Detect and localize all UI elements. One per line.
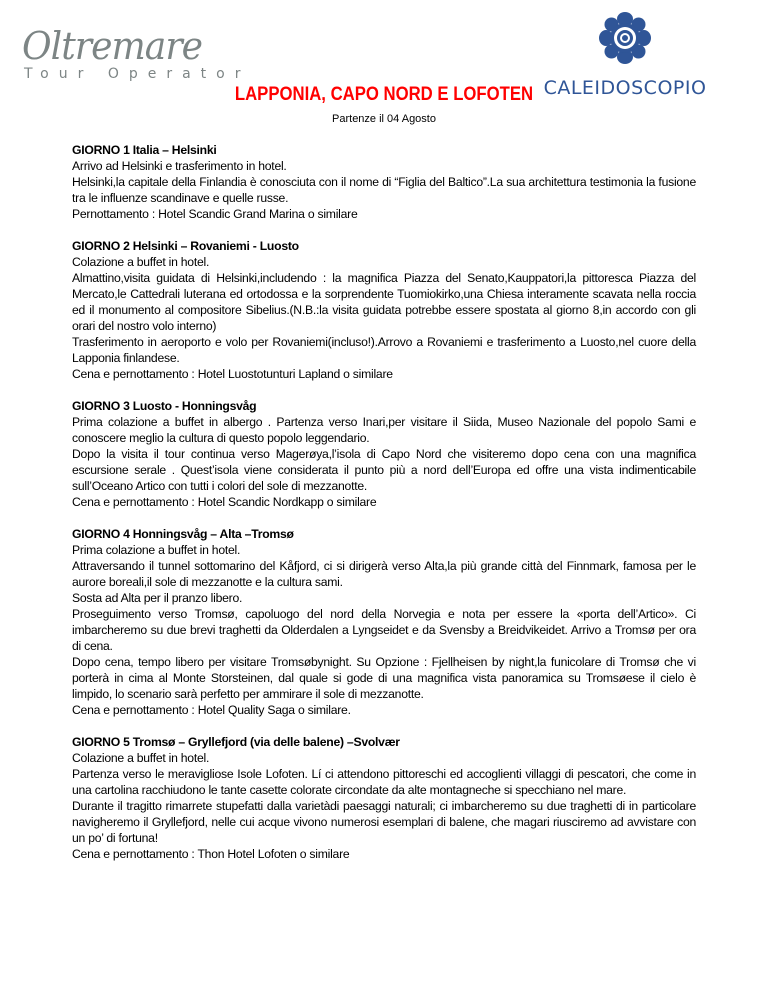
day-paragraph: Cena e pernottamento : Hotel Quality Saga o similare. — [72, 703, 351, 717]
document-subtitle: Partenze il 04 Agosto — [332, 113, 436, 125]
day-paragraph: Dopo cena, tempo libero per visitare Tromsøbynight. Su Opzione : Fjellheisen by night,la funicolare di Tromsø che vi porterà in cima al Monte Storsteinen, dal quale si gode di una magnifica vista panoramica su Tromsøese il cielo è limpido, lo scenario sarà perfetto per ammirare il sole di mezzanotte. — [72, 655, 696, 701]
day-heading: GIORNO 1 Italia – Helsinki — [72, 143, 217, 157]
day-section — [72, 526, 696, 718]
day-section — [72, 398, 696, 510]
day-paragraph: Colazione a buffet in hotel. — [72, 751, 210, 765]
day-paragraph: Dopo la visita il tour continua verso Magerøya,l’isola di Capo Nord che visiteremo dopo cena con una magnifica escursione serale . Quest’isola viene considerata il punto più a nord dell’Europa ed offre una vista indimenticabile sull’Oceano Artico con tutti i colori del sole di mezzanotte. — [72, 447, 696, 493]
day-paragraph: Arrivo ad Helsinki e trasferimento in hotel. — [72, 159, 287, 173]
document-title: LAPPONIA, CAPO NORD E LOFOTEN — [234, 84, 534, 105]
day-section — [72, 238, 696, 382]
day-paragraph: Cena e pernottamento : Hotel Scandic Nordkapp o similare — [72, 495, 377, 509]
day-paragraph: Colazione a buffet in hotel. — [72, 255, 210, 269]
day-paragraph: Sosta ad Alta per il pranzo libero. — [72, 591, 243, 605]
day-paragraph: Almattino,visita guidata di Helsinki,includendo : la magnifica Piazza del Senato,Kauppatori,la pittoresca Piazza del Mercato,le Cattedrali luterana ed ortodossa e la sorprendente Tuomiokirko,una Chiesa interamente scavata nella roccia ed il monumento al compositore Sibelius.(N.B.:la visita guidata potrebbe essere spostata al giorno 8,in accordo con gli orari del nostro volo interno) — [72, 271, 696, 333]
day-paragraph: Pernottamento : Hotel Scandic Grand Marina o similare — [72, 207, 358, 221]
oltremare-logo-text: Oltremare — [22, 24, 203, 68]
day-paragraph: Durante il tragitto rimarrete stupefatti dalla varietàdi paesaggi naturali; ci imbarcheremo su due traghetti di in particolare navigheremo il Gryllefjord, nelle cui acque vivono numerosi esemplari di balene, che magari riusciremo ad avvistare con un po’ di fortuna! — [72, 799, 696, 845]
caleidoscopio-flower-icon — [597, 10, 653, 66]
day-paragraph: Cena e pernottamento : Hotel Luostotunturi Lapland o similare — [72, 367, 393, 381]
day-paragraph: Helsinki,la capitale della Finlandia è conosciuta con il nome di “Figlia del Baltico”.La sua architettura testimonia la fusione tra le influenze scandinave e quelle russe. — [72, 175, 696, 205]
oltremare-logo — [22, 26, 250, 82]
day-heading: GIORNO 3 Luosto - Honningsvåg — [72, 399, 257, 413]
day-paragraph: Trasferimento in aeroporto e volo per Rovaniemi(incluso!).Arrovo a Rovaniemi e trasferimento a Luosto,nel cuore della Lapponia finlandese. — [72, 335, 696, 365]
day-section — [72, 142, 696, 222]
day-paragraph: Proseguimento verso Tromsø, capoluogo del nord della Norvegia e nota per essere la «porta dell’Artico». Ci imbarcheremo su due brevi traghetti da Olderdalen a Lyngseidet e da Svensby a Breidvikeidet. Arrivo a Tromsø per ora di cena. — [72, 607, 696, 653]
day-paragraph: Partenza verso le meravigliose Isole Lofoten. Lí ci attendono pittoreschi ed accoglienti villaggi di pescatori, che come in una cartolina racchiudono le tante casette colorate circondate da alte montagneche si specchiano nel mare. — [72, 767, 696, 797]
day-paragraph: Prima colazione a buffet in hotel. — [72, 543, 241, 557]
day-heading: GIORNO 4 Honningsvåg – Alta –Tromsø — [72, 527, 294, 541]
day-heading: GIORNO 2 Helsinki – Rovaniemi - Luosto — [72, 239, 299, 253]
day-section — [72, 734, 696, 862]
day-paragraph: Prima colazione a buffet in albergo . Partenza verso Inari,per visitare il Siida, Museo Nazionale del popolo Sami e conoscere meglio la cultura di questo popolo leggendario. — [72, 415, 696, 445]
itinerary — [72, 142, 696, 878]
day-paragraph: Cena e pernottamento : Thon Hotel Lofoten o similare — [72, 847, 350, 861]
caleidoscopio-logo-text: CALEIDOSCOPIO — [543, 77, 707, 99]
oltremare-tagline: Tour Operator — [24, 66, 251, 82]
day-paragraph: Attraversando il tunnel sottomarino del Kåfjord, ci si dirigerà verso Alta,la più grande città del Finnmark, famosa per le aurore boreali,il sole di mezzanotte e la cultura sami. — [72, 559, 696, 589]
day-heading: GIORNO 5 Tromsø – Gryllefjord (via delle balene) –Svolvær — [72, 735, 400, 749]
